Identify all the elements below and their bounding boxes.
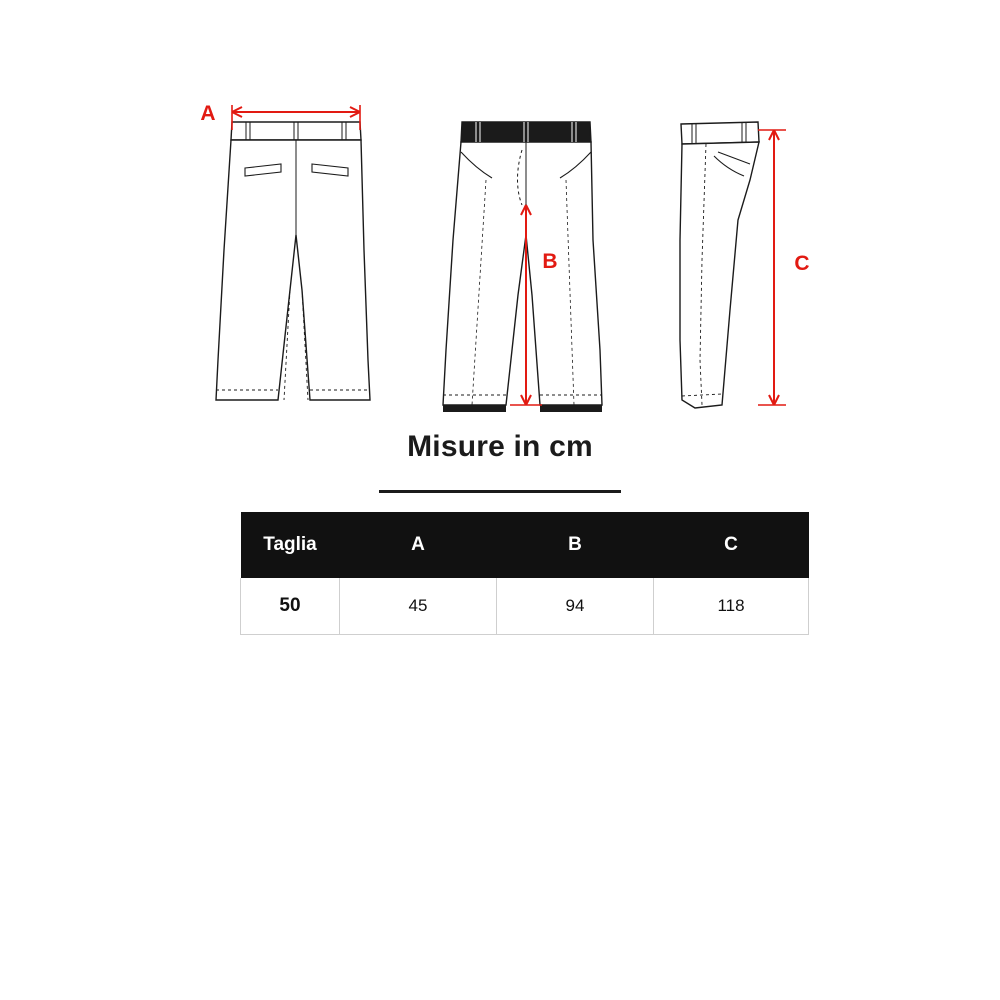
title-divider [379, 490, 621, 493]
measurements-title-block [0, 430, 1000, 493]
cell-a: 45 [340, 578, 497, 635]
trousers-measurement-diagram [150, 60, 850, 420]
measure-label-b: B [542, 250, 558, 273]
measure-label-c: C [794, 252, 810, 275]
cell-size: 50 [241, 578, 340, 635]
measure-label-a: A [200, 102, 216, 125]
table-row [241, 578, 809, 635]
measure-arrow-c [758, 130, 786, 405]
page-title: Misure in cm [407, 430, 593, 463]
table-header-c: C [654, 512, 809, 578]
cell-c: 118 [654, 578, 809, 635]
side-view-illustration [680, 122, 759, 408]
cell-b: 94 [497, 578, 654, 635]
size-table [240, 512, 809, 635]
front-view-illustration [443, 122, 602, 412]
size-table-wrapper [240, 512, 800, 635]
table-header-size: Taglia [241, 512, 340, 578]
table-header-b: B [497, 512, 654, 578]
table-header-row [241, 512, 809, 578]
back-view-illustration [216, 122, 370, 400]
table-header-a: A [340, 512, 497, 578]
